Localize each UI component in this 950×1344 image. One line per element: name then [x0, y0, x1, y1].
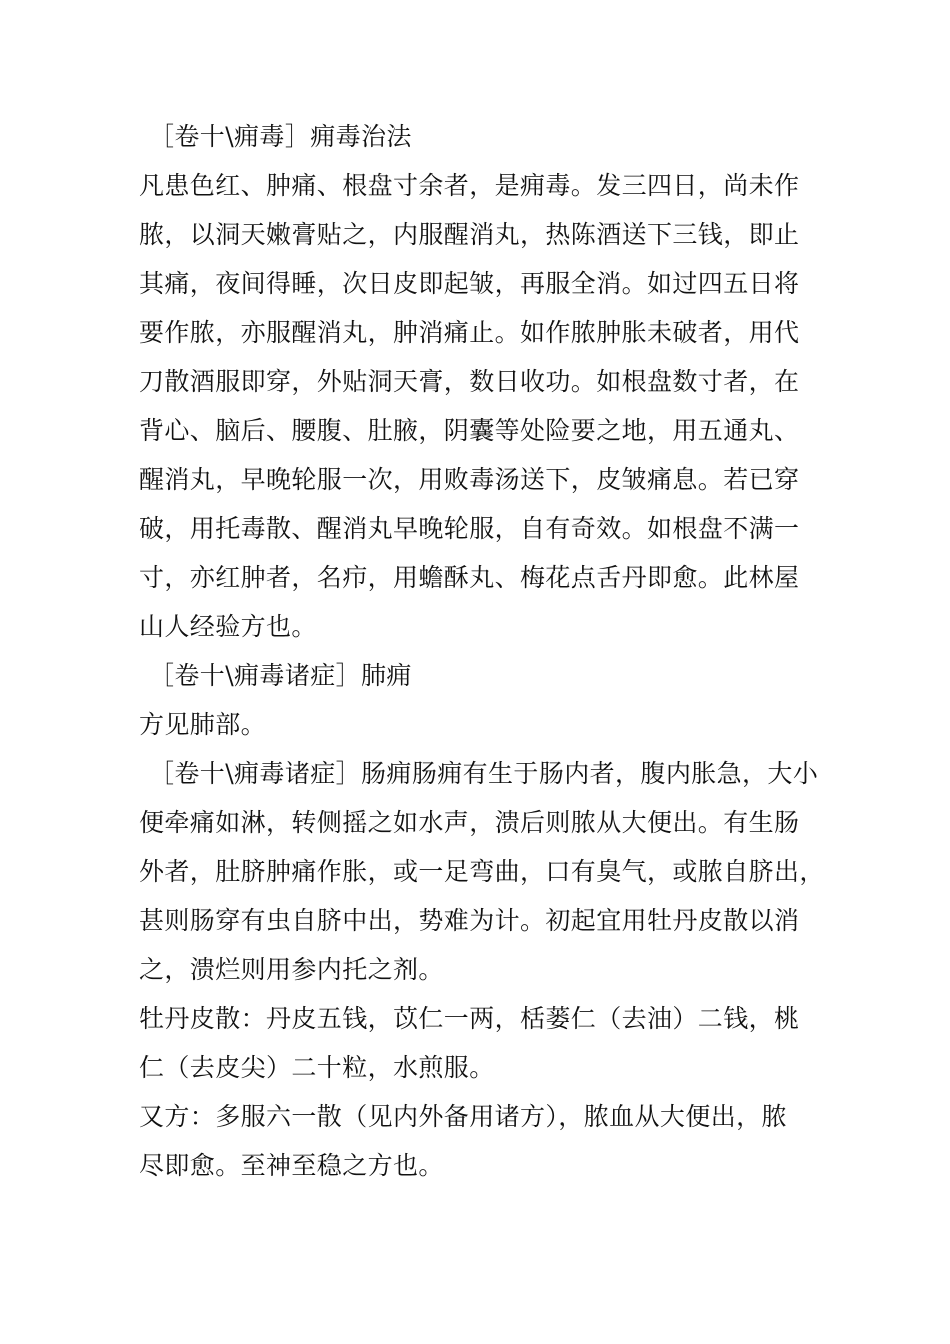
paragraph-line: 其痛，夜间得睡，次日皮即起皱，再服全消。如过四五日将: [139, 269, 800, 298]
paragraph-line: 刀散酒服即穿，外贴洞天膏，数日收功。如根盘数寸者，在: [139, 367, 800, 396]
prescription-line: 又方：多服六一散（见内外备用诸方），脓血从大便出，脓: [139, 1102, 787, 1131]
paragraph-line: 醒消丸，早晚轮服一次，用败毒汤送下，皮皱痛息。若已穿: [139, 465, 800, 494]
paragraph-line: 要作脓，亦服醒消丸，肿消痛止。如作脓肿胀未破者，用代: [139, 318, 800, 347]
prescription-line: 尽即愈。至神至稳之方也。: [139, 1151, 444, 1180]
paragraph-line: 便牵痛如淋，转侧摇之如水声，溃后则脓从大便出。有生肠: [139, 808, 800, 837]
section-heading-changyong: ［卷十\痈毒诸症］肠痈肠痈有生于肠内者，腹内胀急，大小: [149, 759, 819, 788]
paragraph-line: 脓，以洞天嫩膏贴之，内服醒消丸，热陈酒送下三钱，即止: [139, 220, 800, 249]
paragraph-line: 背心、脑后、腰腹、肚腋，阴囊等处险要之地，用五通丸、: [139, 416, 800, 445]
paragraph-line: 甚则肠穿有虫自脐中出，势难为计。初起宜用牡丹皮散以消: [139, 906, 800, 935]
paragraph-line: 破，用托毒散、醒消丸早晚轮服，自有奇效。如根盘不满一: [139, 514, 800, 543]
paragraph-line: 外者，肚脐肿痛作胀，或一足弯曲，口有臭气，或脓自脐出，: [139, 857, 825, 886]
prescription-line: 牡丹皮散：丹皮五钱，苡仁一两，栝蒌仁（去油）二钱，桃: [139, 1004, 800, 1033]
paragraph-line: 之，溃烂则用参内托之剂。: [139, 955, 444, 984]
paragraph-line: 山人经验方也。: [139, 612, 317, 641]
prescription-line: 仁（去皮尖）二十粒，水煎服。: [139, 1053, 495, 1082]
section-heading-feiyong: ［卷十\痈毒诸症］肺痈: [149, 661, 412, 690]
paragraph-line: 方见肺部。: [139, 710, 267, 739]
section-heading-yongdu-zhifa: ［卷十\痈毒］痈毒治法: [149, 122, 412, 151]
paragraph-line: 凡患色红、肿痛、根盘寸余者，是痈毒。发三四日，尚未作: [139, 171, 800, 200]
document-body: [139, 112, 825, 1190]
paragraph-line: 寸，亦红肿者，名疖，用蟾酥丸、梅花点舌丹即愈。此林屋: [139, 563, 800, 592]
